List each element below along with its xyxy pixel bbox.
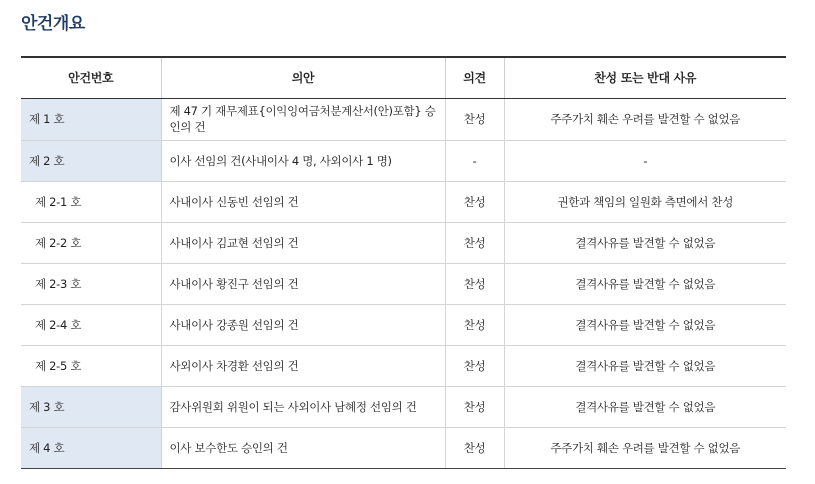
table-row [21,98,786,140]
reason: - [504,140,786,181]
reason: 결격사유를 발견할 수 없었음 [504,386,786,427]
header-agenda-number: 안건번호 [21,57,161,98]
agenda-item: 사내이사 강종원 선임의 건 [161,304,445,345]
table-row [21,386,786,427]
table-row [21,427,786,468]
agenda-table [21,56,786,469]
agenda-item: 이사 선임의 건(사내이사 4 명, 사외이사 1 명) [161,140,445,181]
agenda-number: 제 2-2 호 [21,222,161,263]
opinion: 찬성 [445,222,504,263]
opinion: 찬성 [445,345,504,386]
opinion: 찬성 [445,427,504,468]
table-row [21,304,786,345]
reason: 권한과 책임의 일원화 측면에서 찬성 [504,181,786,222]
page-title: 안건개요 [21,14,85,34]
agenda-number: 제 3 호 [21,386,161,427]
agenda-number: 제 2-5 호 [21,345,161,386]
table-row [21,140,786,181]
table-row [21,222,786,263]
agenda-item: 사내이사 황진구 선임의 건 [161,263,445,304]
agenda-number: 제 2-4 호 [21,304,161,345]
agenda-item: 사내이사 김교현 선임의 건 [161,222,445,263]
opinion: 찬성 [445,181,504,222]
header-opinion: 의견 [445,57,504,98]
agenda-number: 제 2-3 호 [21,263,161,304]
table-row [21,263,786,304]
header-agenda-item: 의안 [161,57,445,98]
reason: 결격사유를 발견할 수 없었음 [504,345,786,386]
opinion: - [445,140,504,181]
reason: 주주가치 훼손 우려를 발견할 수 없었음 [504,98,786,140]
table-header-row [21,57,786,98]
agenda-number: 제 2 호 [21,140,161,181]
opinion: 찬성 [445,263,504,304]
reason: 결격사유를 발견할 수 없었음 [504,222,786,263]
reason: 결격사유를 발견할 수 없었음 [504,263,786,304]
agenda-number: 제 2-1 호 [21,181,161,222]
agenda-item: 이사 보수한도 승인의 건 [161,427,445,468]
agenda-number: 제 4 호 [21,427,161,468]
agenda-item: 사외이사 차경환 선임의 건 [161,345,445,386]
agenda-item: 사내이사 신동빈 선임의 건 [161,181,445,222]
opinion: 찬성 [445,98,504,140]
opinion: 찬성 [445,386,504,427]
reason: 결격사유를 발견할 수 없었음 [504,304,786,345]
table-row [21,345,786,386]
agenda-number: 제 1 호 [21,98,161,140]
header-reason: 찬성 또는 반대 사유 [504,57,786,98]
agenda-item: 제 47 기 재무제표{이익잉여금처분계산서(안)포함} 승인의 건 [161,98,445,140]
opinion: 찬성 [445,304,504,345]
agenda-item: 감사위원회 위원이 되는 사외이사 남혜정 선임의 건 [161,386,445,427]
table-row [21,181,786,222]
reason: 주주가치 훼손 우려를 발견할 수 없었음 [504,427,786,468]
